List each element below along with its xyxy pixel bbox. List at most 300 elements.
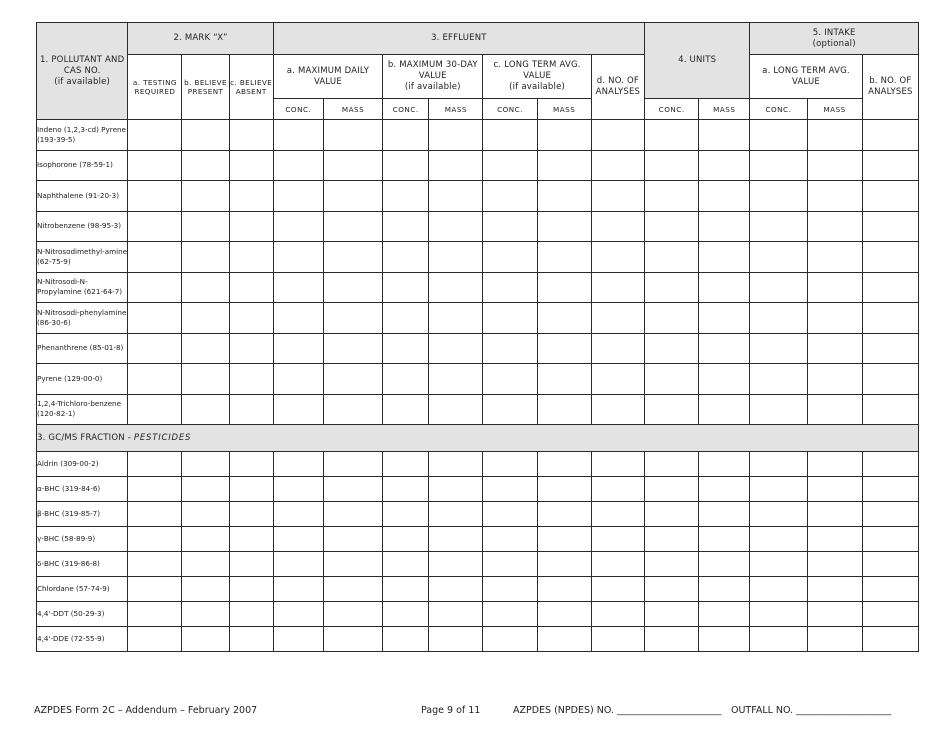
- entry-cell[interactable]: [699, 303, 750, 334]
- header-believe-absent: c. BELIEVE ABSENT: [229, 55, 273, 120]
- entry-cell[interactable]: [483, 181, 537, 212]
- entry-cell[interactable]: [807, 181, 862, 212]
- entry-cell[interactable]: [182, 552, 229, 577]
- entry-cell[interactable]: [807, 242, 862, 273]
- entry-cell[interactable]: [273, 211, 323, 242]
- entry-cell[interactable]: [591, 211, 644, 242]
- entry-cell[interactable]: [273, 394, 323, 425]
- entry-cell[interactable]: [699, 477, 750, 502]
- entry-cell[interactable]: [128, 150, 182, 181]
- entry-cell[interactable]: [862, 502, 918, 527]
- entry-cell[interactable]: [429, 502, 483, 527]
- entry-cell[interactable]: [699, 272, 750, 303]
- entry-cell[interactable]: [182, 242, 229, 273]
- entry-cell[interactable]: [128, 333, 182, 364]
- entry-cell[interactable]: [699, 527, 750, 552]
- entry-cell[interactable]: [483, 150, 537, 181]
- entry-cell[interactable]: [645, 303, 699, 334]
- entry-cell[interactable]: [862, 120, 918, 151]
- entry-cell[interactable]: [862, 242, 918, 273]
- entry-cell[interactable]: [750, 527, 807, 552]
- entry-cell[interactable]: [182, 577, 229, 602]
- entry-cell[interactable]: [323, 211, 382, 242]
- entry-cell[interactable]: [229, 452, 273, 477]
- pollutant-name: α-BHC (319-84-6): [37, 477, 128, 502]
- entry-cell[interactable]: [483, 527, 537, 552]
- entry-cell[interactable]: [591, 602, 644, 627]
- entry-cell[interactable]: [807, 477, 862, 502]
- entry-cell[interactable]: [483, 364, 537, 395]
- entry-cell[interactable]: [229, 394, 273, 425]
- entry-cell[interactable]: [483, 120, 537, 151]
- entry-cell[interactable]: [750, 150, 807, 181]
- entry-cell[interactable]: [862, 150, 918, 181]
- entry-cell[interactable]: [429, 552, 483, 577]
- entry-cell[interactable]: [128, 364, 182, 395]
- entry-cell[interactable]: [383, 303, 429, 334]
- entry-cell[interactable]: [591, 577, 644, 602]
- pollutant-name: N-Nitrosodimethyl-amine (62-75-9): [37, 242, 128, 273]
- entry-cell[interactable]: [750, 452, 807, 477]
- entry-cell[interactable]: [229, 272, 273, 303]
- entry-cell[interactable]: [807, 552, 862, 577]
- entry-cell[interactable]: [645, 364, 699, 395]
- entry-cell[interactable]: [483, 452, 537, 477]
- entry-cell[interactable]: [429, 602, 483, 627]
- entry-cell[interactable]: [273, 502, 323, 527]
- entry-cell[interactable]: [750, 364, 807, 395]
- header-conc: CONC.: [483, 99, 537, 120]
- entry-cell[interactable]: [537, 150, 591, 181]
- entry-cell[interactable]: [483, 211, 537, 242]
- entry-cell[interactable]: [128, 211, 182, 242]
- entry-cell[interactable]: [323, 394, 382, 425]
- entry-cell[interactable]: [807, 364, 862, 395]
- header-mass: MASS: [537, 99, 591, 120]
- pollutant-name: 4,4'-DDT (50-29-3): [37, 602, 128, 627]
- entry-cell[interactable]: [645, 452, 699, 477]
- table-row: [37, 502, 919, 527]
- entry-cell[interactable]: [699, 150, 750, 181]
- header-max-30-day-note: (if available): [404, 82, 461, 92]
- entry-cell[interactable]: [645, 120, 699, 151]
- entry-cell[interactable]: [591, 477, 644, 502]
- entry-cell[interactable]: [750, 272, 807, 303]
- entry-cell[interactable]: [229, 242, 273, 273]
- entry-cell[interactable]: [807, 272, 862, 303]
- entry-cell[interactable]: [699, 552, 750, 577]
- header-intake-label: 5. INTAKE: [812, 27, 856, 38]
- footer-page-number: Page 9 of 11: [421, 705, 481, 716]
- entry-cell[interactable]: [429, 211, 483, 242]
- header-pollutant: [37, 23, 128, 120]
- header-intake-long-term-avg: a. LONG TERM AVG. VALUE: [750, 55, 862, 99]
- entry-cell[interactable]: [323, 552, 382, 577]
- entry-cell[interactable]: [182, 211, 229, 242]
- entry-cell[interactable]: [750, 394, 807, 425]
- entry-cell[interactable]: [537, 502, 591, 527]
- pollutant-name: Isophorone (78-59-1): [37, 150, 128, 181]
- entry-cell[interactable]: [229, 577, 273, 602]
- entry-cell[interactable]: [537, 602, 591, 627]
- entry-cell[interactable]: [537, 181, 591, 212]
- entry-cell[interactable]: [182, 602, 229, 627]
- entry-cell[interactable]: [591, 120, 644, 151]
- entry-cell[interactable]: [128, 477, 182, 502]
- entry-cell[interactable]: [383, 627, 429, 652]
- entry-cell[interactable]: [807, 303, 862, 334]
- entry-cell[interactable]: [807, 502, 862, 527]
- entry-cell[interactable]: [182, 452, 229, 477]
- entry-cell[interactable]: [323, 477, 382, 502]
- entry-cell[interactable]: [323, 272, 382, 303]
- entry-cell[interactable]: [699, 394, 750, 425]
- entry-cell[interactable]: [699, 211, 750, 242]
- entry-cell[interactable]: [645, 577, 699, 602]
- entry-cell[interactable]: [273, 527, 323, 552]
- entry-cell[interactable]: [182, 364, 229, 395]
- entry-cell[interactable]: [383, 527, 429, 552]
- entry-cell[interactable]: [807, 527, 862, 552]
- entry-cell[interactable]: [229, 333, 273, 364]
- entry-cell[interactable]: [591, 364, 644, 395]
- entry-cell[interactable]: [699, 602, 750, 627]
- entry-cell[interactable]: [383, 477, 429, 502]
- entry-cell[interactable]: [645, 602, 699, 627]
- entry-cell[interactable]: [645, 211, 699, 242]
- entry-cell[interactable]: [182, 477, 229, 502]
- entry-cell[interactable]: [862, 552, 918, 577]
- header-mass: MASS: [699, 99, 750, 120]
- entry-cell[interactable]: [182, 120, 229, 151]
- header-conc: CONC.: [383, 99, 429, 120]
- entry-cell[interactable]: [182, 394, 229, 425]
- entry-cell[interactable]: [273, 602, 323, 627]
- entry-cell[interactable]: [182, 272, 229, 303]
- entry-cell[interactable]: [483, 303, 537, 334]
- entry-cell[interactable]: [229, 527, 273, 552]
- entry-cell[interactable]: [128, 577, 182, 602]
- entry-cell[interactable]: [273, 452, 323, 477]
- entry-cell[interactable]: [229, 502, 273, 527]
- entry-cell[interactable]: [699, 120, 750, 151]
- entry-cell[interactable]: [537, 394, 591, 425]
- entry-cell[interactable]: [699, 242, 750, 273]
- entry-cell[interactable]: [862, 272, 918, 303]
- entry-cell[interactable]: [862, 303, 918, 334]
- entry-cell[interactable]: [323, 333, 382, 364]
- entry-cell[interactable]: [429, 627, 483, 652]
- entry-cell[interactable]: [537, 364, 591, 395]
- entry-cell[interactable]: [645, 527, 699, 552]
- header-max-daily: a. MAXIMUM DAILY VALUE: [273, 55, 382, 99]
- entry-cell[interactable]: [862, 627, 918, 652]
- entry-cell[interactable]: [383, 211, 429, 242]
- entry-cell[interactable]: [537, 333, 591, 364]
- entry-cell[interactable]: [273, 552, 323, 577]
- entry-cell[interactable]: [591, 150, 644, 181]
- entry-cell[interactable]: [645, 181, 699, 212]
- entry-cell[interactable]: [807, 452, 862, 477]
- entry-cell[interactable]: [537, 627, 591, 652]
- entry-cell[interactable]: [273, 242, 323, 273]
- entry-cell[interactable]: [483, 242, 537, 273]
- pollutant-table: [36, 22, 919, 652]
- entry-cell[interactable]: [699, 452, 750, 477]
- entry-cell[interactable]: [429, 333, 483, 364]
- entry-cell[interactable]: [229, 150, 273, 181]
- entry-cell[interactable]: [537, 552, 591, 577]
- entry-cell[interactable]: [862, 211, 918, 242]
- entry-cell[interactable]: [645, 150, 699, 181]
- entry-cell[interactable]: [323, 502, 382, 527]
- entry-cell[interactable]: [323, 577, 382, 602]
- entry-cell[interactable]: [862, 602, 918, 627]
- entry-cell[interactable]: [273, 364, 323, 395]
- entry-cell[interactable]: [750, 477, 807, 502]
- entry-cell[interactable]: [429, 242, 483, 273]
- entry-cell[interactable]: [699, 333, 750, 364]
- entry-cell[interactable]: [862, 333, 918, 364]
- entry-cell[interactable]: [750, 577, 807, 602]
- entry-cell[interactable]: [273, 333, 323, 364]
- entry-cell[interactable]: [750, 333, 807, 364]
- entry-cell[interactable]: [323, 364, 382, 395]
- entry-cell[interactable]: [323, 150, 382, 181]
- entry-cell[interactable]: [750, 242, 807, 273]
- entry-cell[interactable]: [699, 627, 750, 652]
- entry-cell[interactable]: [429, 120, 483, 151]
- entry-cell[interactable]: [429, 303, 483, 334]
- entry-cell[interactable]: [273, 272, 323, 303]
- entry-cell[interactable]: [182, 627, 229, 652]
- entry-cell[interactable]: [750, 552, 807, 577]
- entry-cell[interactable]: [128, 272, 182, 303]
- entry-cell[interactable]: [483, 272, 537, 303]
- table-row: [37, 602, 919, 627]
- entry-cell[interactable]: [128, 394, 182, 425]
- entry-cell[interactable]: [645, 552, 699, 577]
- entry-cell[interactable]: [128, 552, 182, 577]
- entry-cell[interactable]: [229, 303, 273, 334]
- entry-cell[interactable]: [323, 120, 382, 151]
- entry-cell[interactable]: [383, 364, 429, 395]
- entry-cell[interactable]: [429, 477, 483, 502]
- entry-cell[interactable]: [483, 602, 537, 627]
- entry-cell[interactable]: [591, 627, 644, 652]
- entry-cell[interactable]: [128, 120, 182, 151]
- entry-cell[interactable]: [273, 577, 323, 602]
- entry-cell[interactable]: [383, 333, 429, 364]
- entry-cell[interactable]: [750, 602, 807, 627]
- entry-cell[interactable]: [323, 303, 382, 334]
- entry-cell[interactable]: [591, 502, 644, 527]
- entry-cell[interactable]: [323, 527, 382, 552]
- entry-cell[interactable]: [229, 364, 273, 395]
- entry-cell[interactable]: [182, 527, 229, 552]
- entry-cell[interactable]: [383, 552, 429, 577]
- entry-cell[interactable]: [273, 627, 323, 652]
- header-testing-required: a. TESTING REQUIRED: [128, 55, 182, 120]
- entry-cell[interactable]: [383, 394, 429, 425]
- entry-cell[interactable]: [537, 120, 591, 151]
- entry-cell[interactable]: [383, 181, 429, 212]
- entry-cell[interactable]: [750, 303, 807, 334]
- entry-cell[interactable]: [128, 242, 182, 273]
- entry-cell[interactable]: [645, 333, 699, 364]
- entry-cell[interactable]: [807, 211, 862, 242]
- entry-cell[interactable]: [182, 333, 229, 364]
- entry-cell[interactable]: [128, 303, 182, 334]
- entry-cell[interactable]: [537, 242, 591, 273]
- entry-cell[interactable]: [273, 303, 323, 334]
- entry-cell[interactable]: [383, 502, 429, 527]
- entry-cell[interactable]: [645, 272, 699, 303]
- table-row: [37, 552, 919, 577]
- entry-cell[interactable]: [807, 394, 862, 425]
- entry-cell[interactable]: [591, 303, 644, 334]
- entry-cell[interactable]: [383, 242, 429, 273]
- entry-cell[interactable]: [483, 627, 537, 652]
- entry-cell[interactable]: [807, 602, 862, 627]
- entry-cell[interactable]: [483, 552, 537, 577]
- entry-cell[interactable]: [383, 452, 429, 477]
- entry-cell[interactable]: [483, 333, 537, 364]
- entry-cell[interactable]: [807, 120, 862, 151]
- entry-cell[interactable]: [807, 577, 862, 602]
- table-row: [37, 577, 919, 602]
- entry-cell[interactable]: [383, 150, 429, 181]
- entry-cell[interactable]: [383, 120, 429, 151]
- entry-cell[interactable]: [128, 181, 182, 212]
- entry-cell[interactable]: [862, 394, 918, 425]
- entry-cell[interactable]: [128, 502, 182, 527]
- entry-cell[interactable]: [591, 272, 644, 303]
- entry-cell[interactable]: [273, 120, 323, 151]
- entry-cell[interactable]: [591, 527, 644, 552]
- entry-cell[interactable]: [750, 181, 807, 212]
- entry-cell[interactable]: [429, 452, 483, 477]
- entry-cell[interactable]: [429, 577, 483, 602]
- entry-cell[interactable]: [128, 627, 182, 652]
- entry-cell[interactable]: [273, 181, 323, 212]
- entry-cell[interactable]: [323, 181, 382, 212]
- entry-cell[interactable]: [483, 394, 537, 425]
- entry-cell[interactable]: [699, 502, 750, 527]
- entry-cell[interactable]: [128, 452, 182, 477]
- entry-cell[interactable]: [128, 527, 182, 552]
- entry-cell[interactable]: [591, 452, 644, 477]
- pollutant-name: β-BHC (319-85-7): [37, 502, 128, 527]
- entry-cell[interactable]: [323, 627, 382, 652]
- entry-cell[interactable]: [862, 364, 918, 395]
- header-conc: CONC.: [273, 99, 323, 120]
- entry-cell[interactable]: [383, 602, 429, 627]
- entry-cell[interactable]: [383, 272, 429, 303]
- entry-cell[interactable]: [229, 181, 273, 212]
- entry-cell[interactable]: [182, 303, 229, 334]
- entry-cell[interactable]: [699, 181, 750, 212]
- entry-cell[interactable]: [182, 181, 229, 212]
- entry-cell[interactable]: [862, 181, 918, 212]
- entry-cell[interactable]: [229, 120, 273, 151]
- header-pollutant-label: 1. POLLUTANT AND CAS NO.: [39, 54, 125, 76]
- entry-cell[interactable]: [429, 394, 483, 425]
- entry-cell[interactable]: [750, 120, 807, 151]
- entry-cell[interactable]: [323, 242, 382, 273]
- entry-cell[interactable]: [429, 272, 483, 303]
- entry-cell[interactable]: [429, 181, 483, 212]
- entry-cell[interactable]: [537, 477, 591, 502]
- entry-cell[interactable]: [591, 181, 644, 212]
- entry-cell[interactable]: [645, 242, 699, 273]
- entry-cell[interactable]: [537, 211, 591, 242]
- entry-cell[interactable]: [862, 452, 918, 477]
- entry-cell[interactable]: [323, 452, 382, 477]
- entry-cell[interactable]: [182, 150, 229, 181]
- entry-cell[interactable]: [537, 527, 591, 552]
- entry-cell[interactable]: [537, 577, 591, 602]
- entry-cell[interactable]: [750, 211, 807, 242]
- entry-cell[interactable]: [128, 602, 182, 627]
- entry-cell[interactable]: [229, 477, 273, 502]
- entry-cell[interactable]: [229, 627, 273, 652]
- entry-cell[interactable]: [699, 577, 750, 602]
- entry-cell[interactable]: [273, 150, 323, 181]
- entry-cell[interactable]: [645, 394, 699, 425]
- entry-cell[interactable]: [807, 627, 862, 652]
- entry-cell[interactable]: [862, 577, 918, 602]
- entry-cell[interactable]: [591, 333, 644, 364]
- entry-cell[interactable]: [537, 452, 591, 477]
- entry-cell[interactable]: [383, 577, 429, 602]
- header-believe-present: b. BELIEVE PRESENT: [182, 55, 229, 120]
- entry-cell[interactable]: [537, 272, 591, 303]
- entry-cell[interactable]: [182, 502, 229, 527]
- entry-cell[interactable]: [862, 477, 918, 502]
- entry-cell[interactable]: [645, 627, 699, 652]
- entry-cell[interactable]: [807, 333, 862, 364]
- entry-cell[interactable]: [323, 602, 382, 627]
- pollutant-name: N-Nitrosodi-N-Propylamine (621-64-7): [37, 272, 128, 303]
- entry-cell[interactable]: [807, 150, 862, 181]
- entry-cell[interactable]: [229, 211, 273, 242]
- entry-cell[interactable]: [483, 577, 537, 602]
- pollutant-name: Pyrene (129-00-0): [37, 364, 128, 395]
- entry-cell[interactable]: [750, 627, 807, 652]
- entry-cell[interactable]: [591, 552, 644, 577]
- entry-cell[interactable]: [429, 527, 483, 552]
- entry-cell[interactable]: [429, 150, 483, 181]
- table-row: [37, 211, 919, 242]
- entry-cell[interactable]: [645, 477, 699, 502]
- entry-cell[interactable]: [699, 364, 750, 395]
- entry-cell[interactable]: [591, 394, 644, 425]
- entry-cell[interactable]: [229, 552, 273, 577]
- entry-cell[interactable]: [429, 364, 483, 395]
- entry-cell[interactable]: [229, 602, 273, 627]
- footer-form-id: AZPDES Form 2C – Addendum – February 2007: [34, 705, 258, 716]
- entry-cell[interactable]: [862, 527, 918, 552]
- entry-cell[interactable]: [591, 242, 644, 273]
- entry-cell[interactable]: [645, 502, 699, 527]
- entry-cell[interactable]: [750, 502, 807, 527]
- entry-cell[interactable]: [483, 502, 537, 527]
- table-row: [37, 120, 919, 151]
- entry-cell[interactable]: [273, 477, 323, 502]
- entry-cell[interactable]: [483, 477, 537, 502]
- entry-cell[interactable]: [537, 303, 591, 334]
